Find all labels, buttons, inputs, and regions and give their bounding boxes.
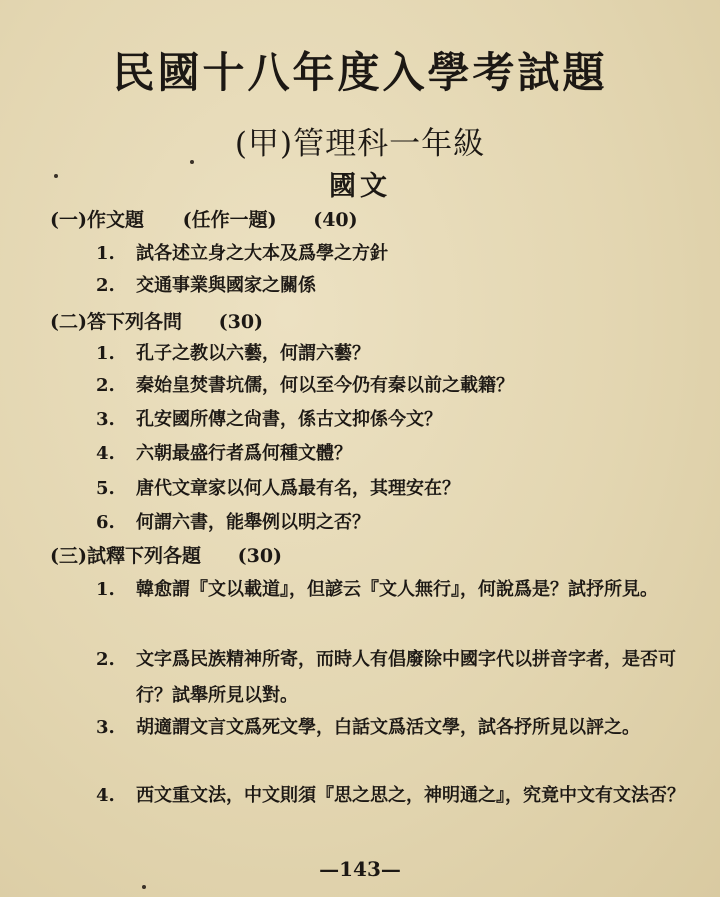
exam-subtitle: (甲)管理科一年級 — [234, 126, 486, 162]
section-heading-2 — [50, 307, 263, 334]
section-score: (30) — [237, 545, 283, 567]
section-label: (二)答下列各問 — [50, 311, 182, 333]
page-number: —143— — [319, 857, 401, 881]
question-item — [96, 268, 686, 304]
question-number: 3. — [96, 409, 115, 430]
question-number: 6. — [96, 512, 115, 533]
section-score: (40) — [313, 209, 358, 231]
question-text: 西文重文法，中文則須『思之思之，神明通之』，究竟中文有文法否？ — [136, 785, 685, 806]
question-number: 2. — [96, 275, 115, 296]
section-score: (30) — [218, 311, 264, 333]
question-number: 2. — [96, 375, 115, 396]
question-item — [96, 368, 686, 404]
question-text: 胡適謂文言文爲死文學，白話文爲活文學，試各抒所見以評之。 — [136, 717, 640, 738]
section-note: (任作一題) — [182, 209, 277, 231]
question-text: 何謂六書，能舉例以明之否？ — [136, 512, 370, 533]
ink-speck — [190, 160, 194, 164]
question-text: 交通事業與國家之關係 — [136, 275, 316, 296]
question-number: 4. — [96, 785, 115, 806]
ink-speck — [142, 885, 146, 889]
section-label: (一)作文題 — [50, 209, 144, 231]
question-item — [96, 336, 686, 372]
question-text: 唐代文章家以何人爲最有名，其理安在？ — [136, 478, 460, 499]
question-number: 1. — [96, 243, 115, 264]
question-item — [96, 505, 686, 541]
question-text: 試各述立身之大本及爲學之方針 — [136, 243, 388, 264]
subject-heading: 國文 — [329, 171, 391, 202]
question-number: 1. — [96, 343, 115, 364]
question-text: 孔安國所傳之尙書，係古文抑係今文？ — [136, 409, 442, 430]
exam-title: 民國十八年度入學考試題 — [112, 48, 608, 97]
question-number: 3. — [96, 717, 115, 738]
section-label: (三)試釋下列各題 — [50, 545, 201, 567]
question-item — [96, 471, 686, 507]
question-number: 1. — [96, 579, 115, 600]
question-text: 秦始皇焚書坑儒，何以至今仍有秦以前之載籍？ — [136, 375, 514, 396]
question-item — [96, 572, 686, 608]
question-text: 文字爲民族精神所寄，而時人有倡廢除中國字代以拼音字者，是否可行？試舉所見以對。 — [136, 649, 676, 706]
question-item — [96, 710, 686, 746]
question-number: 5. — [96, 478, 115, 499]
section-heading-1 — [50, 205, 358, 232]
question-number: 2. — [96, 649, 115, 670]
question-item — [96, 236, 686, 272]
section-heading-3 — [50, 541, 282, 568]
question-text: 韓愈謂『文以載道』，但諺云『文人無行』，何說爲是？試抒所見。 — [136, 579, 658, 600]
question-text: 孔子之教以六藝，何謂六藝？ — [136, 343, 370, 364]
question-item — [96, 642, 686, 714]
question-item — [96, 778, 686, 814]
question-item — [96, 436, 686, 472]
question-text: 六朝最盛行者爲何種文體？ — [136, 443, 352, 464]
ink-speck — [54, 174, 58, 178]
question-item — [96, 402, 686, 438]
question-number: 4. — [96, 443, 115, 464]
